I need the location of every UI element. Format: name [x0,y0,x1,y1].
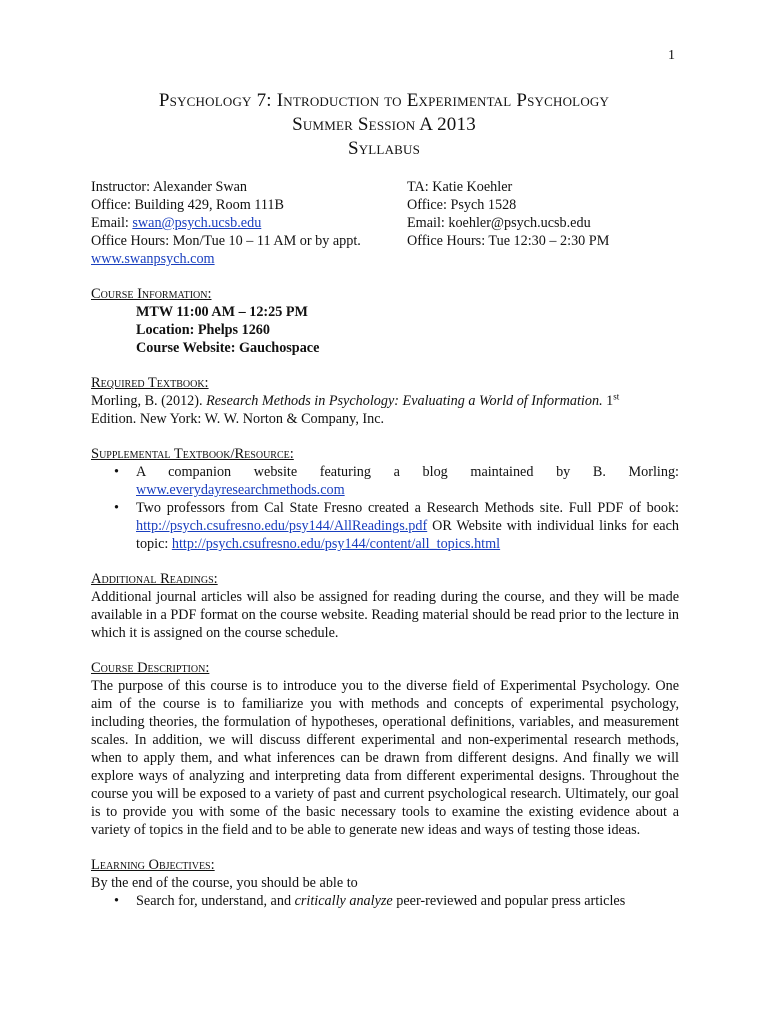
additional-readings-heading: Additional Readings: [91,571,218,587]
supplemental-item2-text-b: OR Website with individual links for each topic: [136,518,679,552]
instructor-email-label: Email: [91,215,133,231]
instructor-website-link[interactable]: www.swanpsych.com [91,251,215,267]
course-website: Course Website: Gauchospace [136,340,320,356]
bullet-icon: • [114,500,119,516]
title-course: Psychology 7: Introduction to Experimental Psychology [158,90,610,111]
all-topics-link[interactable]: http://psych.csufresno.edu/psy144/content/all_topics.html [171,536,501,552]
contact-block [91,178,679,268]
ta-info [407,178,679,268]
learning-objectives-heading: Learning Objectives: [91,857,215,873]
ta-office: Office: Psych 1528 [407,197,517,213]
course-description-section [91,659,679,839]
syllabus-content [91,178,679,910]
course-info-section [91,285,679,357]
bullet-icon: • [114,893,119,909]
document-title [0,89,768,161]
instructor-email-link[interactable]: swan@psych.ucsb.edu [132,215,262,231]
textbook-heading: Required Textbook: [91,375,209,391]
page-number: 1 [668,48,675,63]
course-info-heading: Course Information: [91,286,212,302]
ta-name: TA: Katie Koehler [407,179,513,195]
textbook-title: Research Methods in Psychology: Evaluating a World of Information. [206,393,603,409]
course-description-heading: Course Description: [91,660,210,676]
objectives-list [91,892,679,910]
textbook-publisher: Edition. New York: W. W. Norton & Company, Inc. [91,411,385,427]
learning-objectives-intro: By the end of the course, you should be able to [91,875,358,891]
list-item [114,499,679,553]
textbook-section [91,374,679,428]
supplemental-list [91,463,679,553]
course-description-body: The purpose of this course is to introduce you to the diverse field of Experimental Psychology. One aim of the course is to familiarize you with methods and concepts of experimental psychology, including theories, the formulation of hypotheses, operational definitions, variables, and measurement scales. In addition, we will discuss different experimental and non-experimental research methods, when to apply them, and what inferences can be drawn from different designs. And finally we will explore ways of analyzing and interpreting data from different experimental designs. Throughout the course you will be exposed to a variety of past and current psychological research. Ultimately, our goal is to provide you with some of the basic necessary tools to examine the existing evidence about a variety of topics in the field and to be able to generate new ideas and ways of testing those ideas. [91,678,679,838]
list-item [114,892,679,910]
instructor-email-line [91,214,407,232]
ta-hours: Office Hours: Tue 12:30 – 2:30 PM [407,233,610,249]
supplemental-item1-text: A companion website featuring a blog maintained by B. Morling: [136,464,679,480]
instructor-office: Office: Building 429, Room 111B [91,197,284,213]
additional-readings-section [91,570,679,642]
course-location: Location: Phelps 1260 [136,322,270,338]
learning-objectives-section [91,856,679,910]
course-time: MTW 11:00 AM – 12:25 PM [136,304,308,320]
list-item [114,463,679,499]
instructor-name: Instructor: Alexander Swan [91,179,248,195]
objective1-emphasis: critically analyze [294,893,393,909]
instructor-info [91,178,407,268]
objective1-text-b: peer-reviewed and popular press articles [392,893,626,909]
bullet-icon: • [114,464,119,480]
textbook-edition: 1 [602,393,614,409]
supplemental-section [91,445,679,553]
additional-readings-body: Additional journal articles will also be assigned for reading during the course, and they will be made available in a PDF format on the course website. Reading material should be read prior to the lecture in which it is assigned on the course schedule. [91,589,679,641]
objective1-text-a: Search for, understand, and [136,893,295,909]
everyday-research-link[interactable]: www.everydayresearchmethods.com [136,482,345,498]
textbook-author: Morling, B. (2012). [91,393,207,409]
title-session: Summer Session A 2013 [292,114,476,135]
textbook-edition-sup: st [613,391,620,402]
ta-email: Email: koehler@psych.ucsb.edu [407,215,591,231]
supplemental-item2-text-a: Two professors from Cal State Fresno created a Research Methods site. Full PDF of book: [136,500,679,516]
all-readings-pdf-link[interactable]: http://psych.csufresno.edu/psy144/AllReadings.pdf [136,518,428,534]
instructor-website-line [91,250,407,268]
title-syllabus: Syllabus [347,138,421,159]
supplemental-heading: Supplemental Textbook/Resource: [91,446,294,462]
instructor-hours: Office Hours: Mon/Tue 10 – 11 AM or by appt. [91,233,361,249]
textbook-citation [91,392,679,428]
